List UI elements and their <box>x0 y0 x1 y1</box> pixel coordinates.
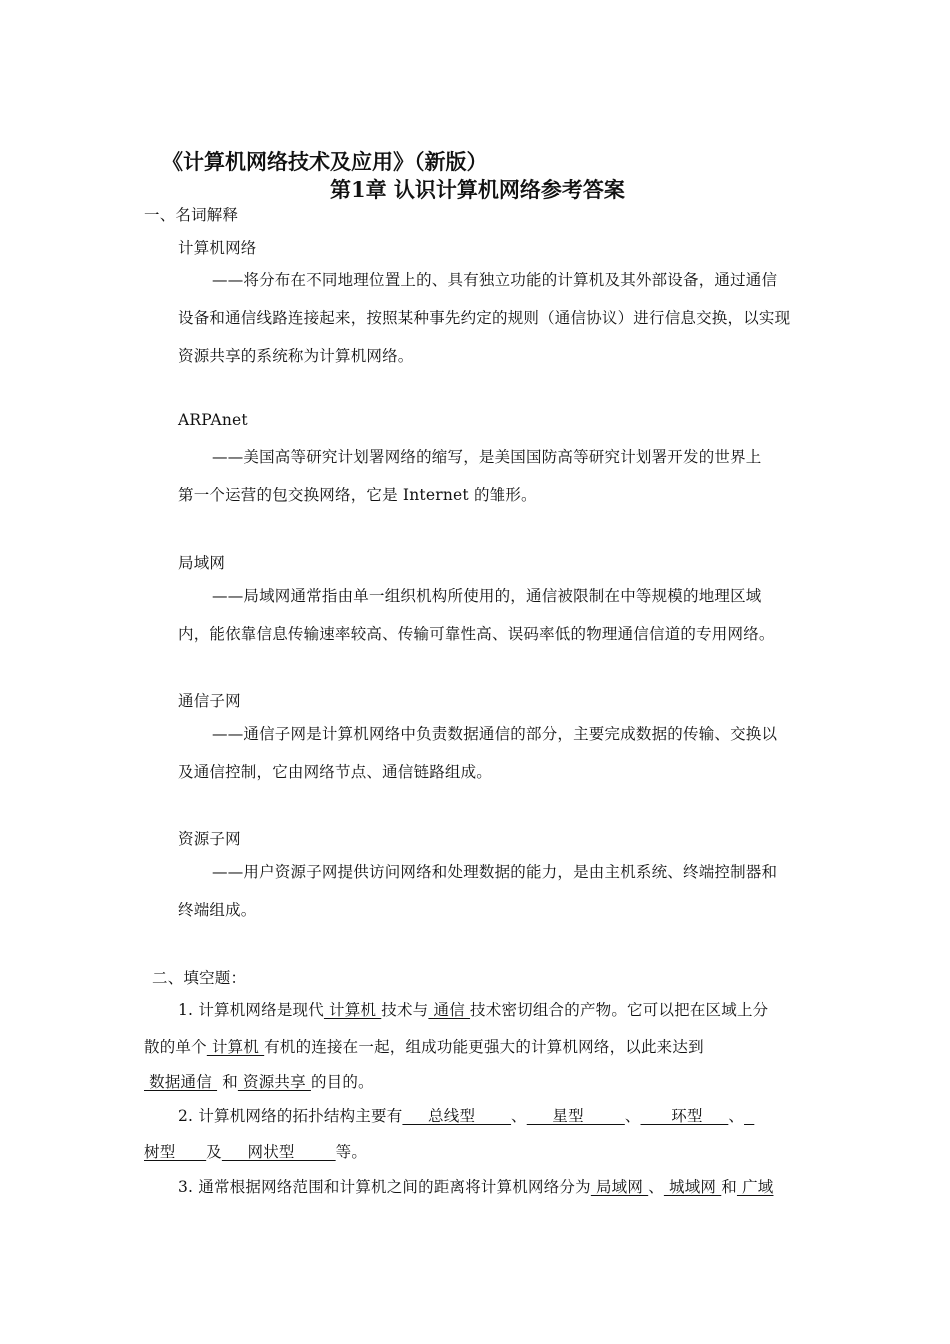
answer-blank: 星型 <box>526 1107 625 1125</box>
term-definition-line: 资源共享的系统称为计算机网络。 <box>178 347 414 365</box>
term-definition-line: 及通信控制，它由网络节点、通信链路组成。 <box>178 763 493 781</box>
answer-blank: 计算机 <box>323 1001 382 1019</box>
term-definition-line: 内，能依靠信息传输速率较高、传输可靠性高、误码率低的物理通信信道的专用网络。 <box>178 625 775 643</box>
term-definition-line: ——用户资源子网提供访问网络和处理数据的能力，是由主机系统、终端控制器和 <box>212 863 778 881</box>
term-title: 资源子网 <box>178 830 241 848</box>
answer-blank: 网状型 <box>221 1143 336 1161</box>
section2-heading: 二、填空题： <box>152 969 247 987</box>
term-definition-line: ——将分布在不同地理位置上的、具有独立功能的计算机及其外部设备，通过通信 <box>212 271 778 289</box>
answer-blank: 通信 <box>428 1001 471 1019</box>
section1-heading: 一、名词解释 <box>144 206 239 224</box>
term-definition-line: ——美国高等研究计划署网络的缩写，是美国国防高等研究计划署开发的世界上 <box>212 448 762 466</box>
chapter-title: 第1章 认识计算机网络参考答案 <box>330 177 625 202</box>
question-2-line-1: 2. 计算机网络的拓扑结构主要有 总线型 、 星型 、 环型 、 <box>178 1104 754 1126</box>
question-1-line-3: 数据通信 和 资源共享 的目的。 <box>144 1073 374 1091</box>
answer-blank <box>744 1107 754 1125</box>
answer-blank: 资源共享 <box>237 1073 311 1091</box>
term-definition-line: ——通信子网是计算机网络中负责数据通信的部分，主要完成数据的传输、交换以 <box>212 725 778 743</box>
question-3-line-1: 3. 通常根据网络范围和计算机之间的距离将计算机网络分为 局域网 、 城域网 和 广域 <box>178 1178 774 1196</box>
answer-blank: 局域网 <box>590 1178 649 1196</box>
answer-blank: 广域 <box>736 1178 774 1196</box>
answer-blank: 总线型 <box>402 1107 512 1125</box>
term-title: 局域网 <box>178 554 226 572</box>
answer-blank: 树型 <box>144 1143 207 1161</box>
answer-blank: 数据通信 <box>144 1073 218 1091</box>
question-2-line-2: 树型 及 网状型 等。 <box>144 1143 368 1161</box>
document-title: 《计算机网络技术及应用》（新版） <box>162 149 488 174</box>
term-title: 计算机网络 <box>178 239 257 257</box>
question-1-line-1: 1. 计算机网络是现代 计算机 技术与 通信 技术密切组合的产物。它可以把在区域上分 <box>178 1001 769 1019</box>
answer-blank: 环型 <box>640 1107 729 1125</box>
term-title: ARPAnet <box>178 411 248 429</box>
answer-blank: 城域网 <box>663 1178 722 1196</box>
question-1-line-2: 散的单个 计算机 有机的连接在一起，组成功能更强大的计算机网络，以此来达到 <box>144 1038 704 1056</box>
answer-blank: 计算机 <box>206 1038 265 1056</box>
term-definition-line: 终端组成。 <box>178 901 257 919</box>
term-definition-line: 第一个运营的包交换网络，它是 Internet 的雏形。 <box>178 486 537 504</box>
term-title: 通信子网 <box>178 692 241 710</box>
term-definition-line: 设备和通信线路连接起来，按照某种事先约定的规则（通信协议）进行信息交换，以实现 <box>178 309 791 327</box>
term-definition-line: ——局域网通常指由单一组织机构所使用的，通信被限制在中等规模的地理区域 <box>212 587 762 605</box>
